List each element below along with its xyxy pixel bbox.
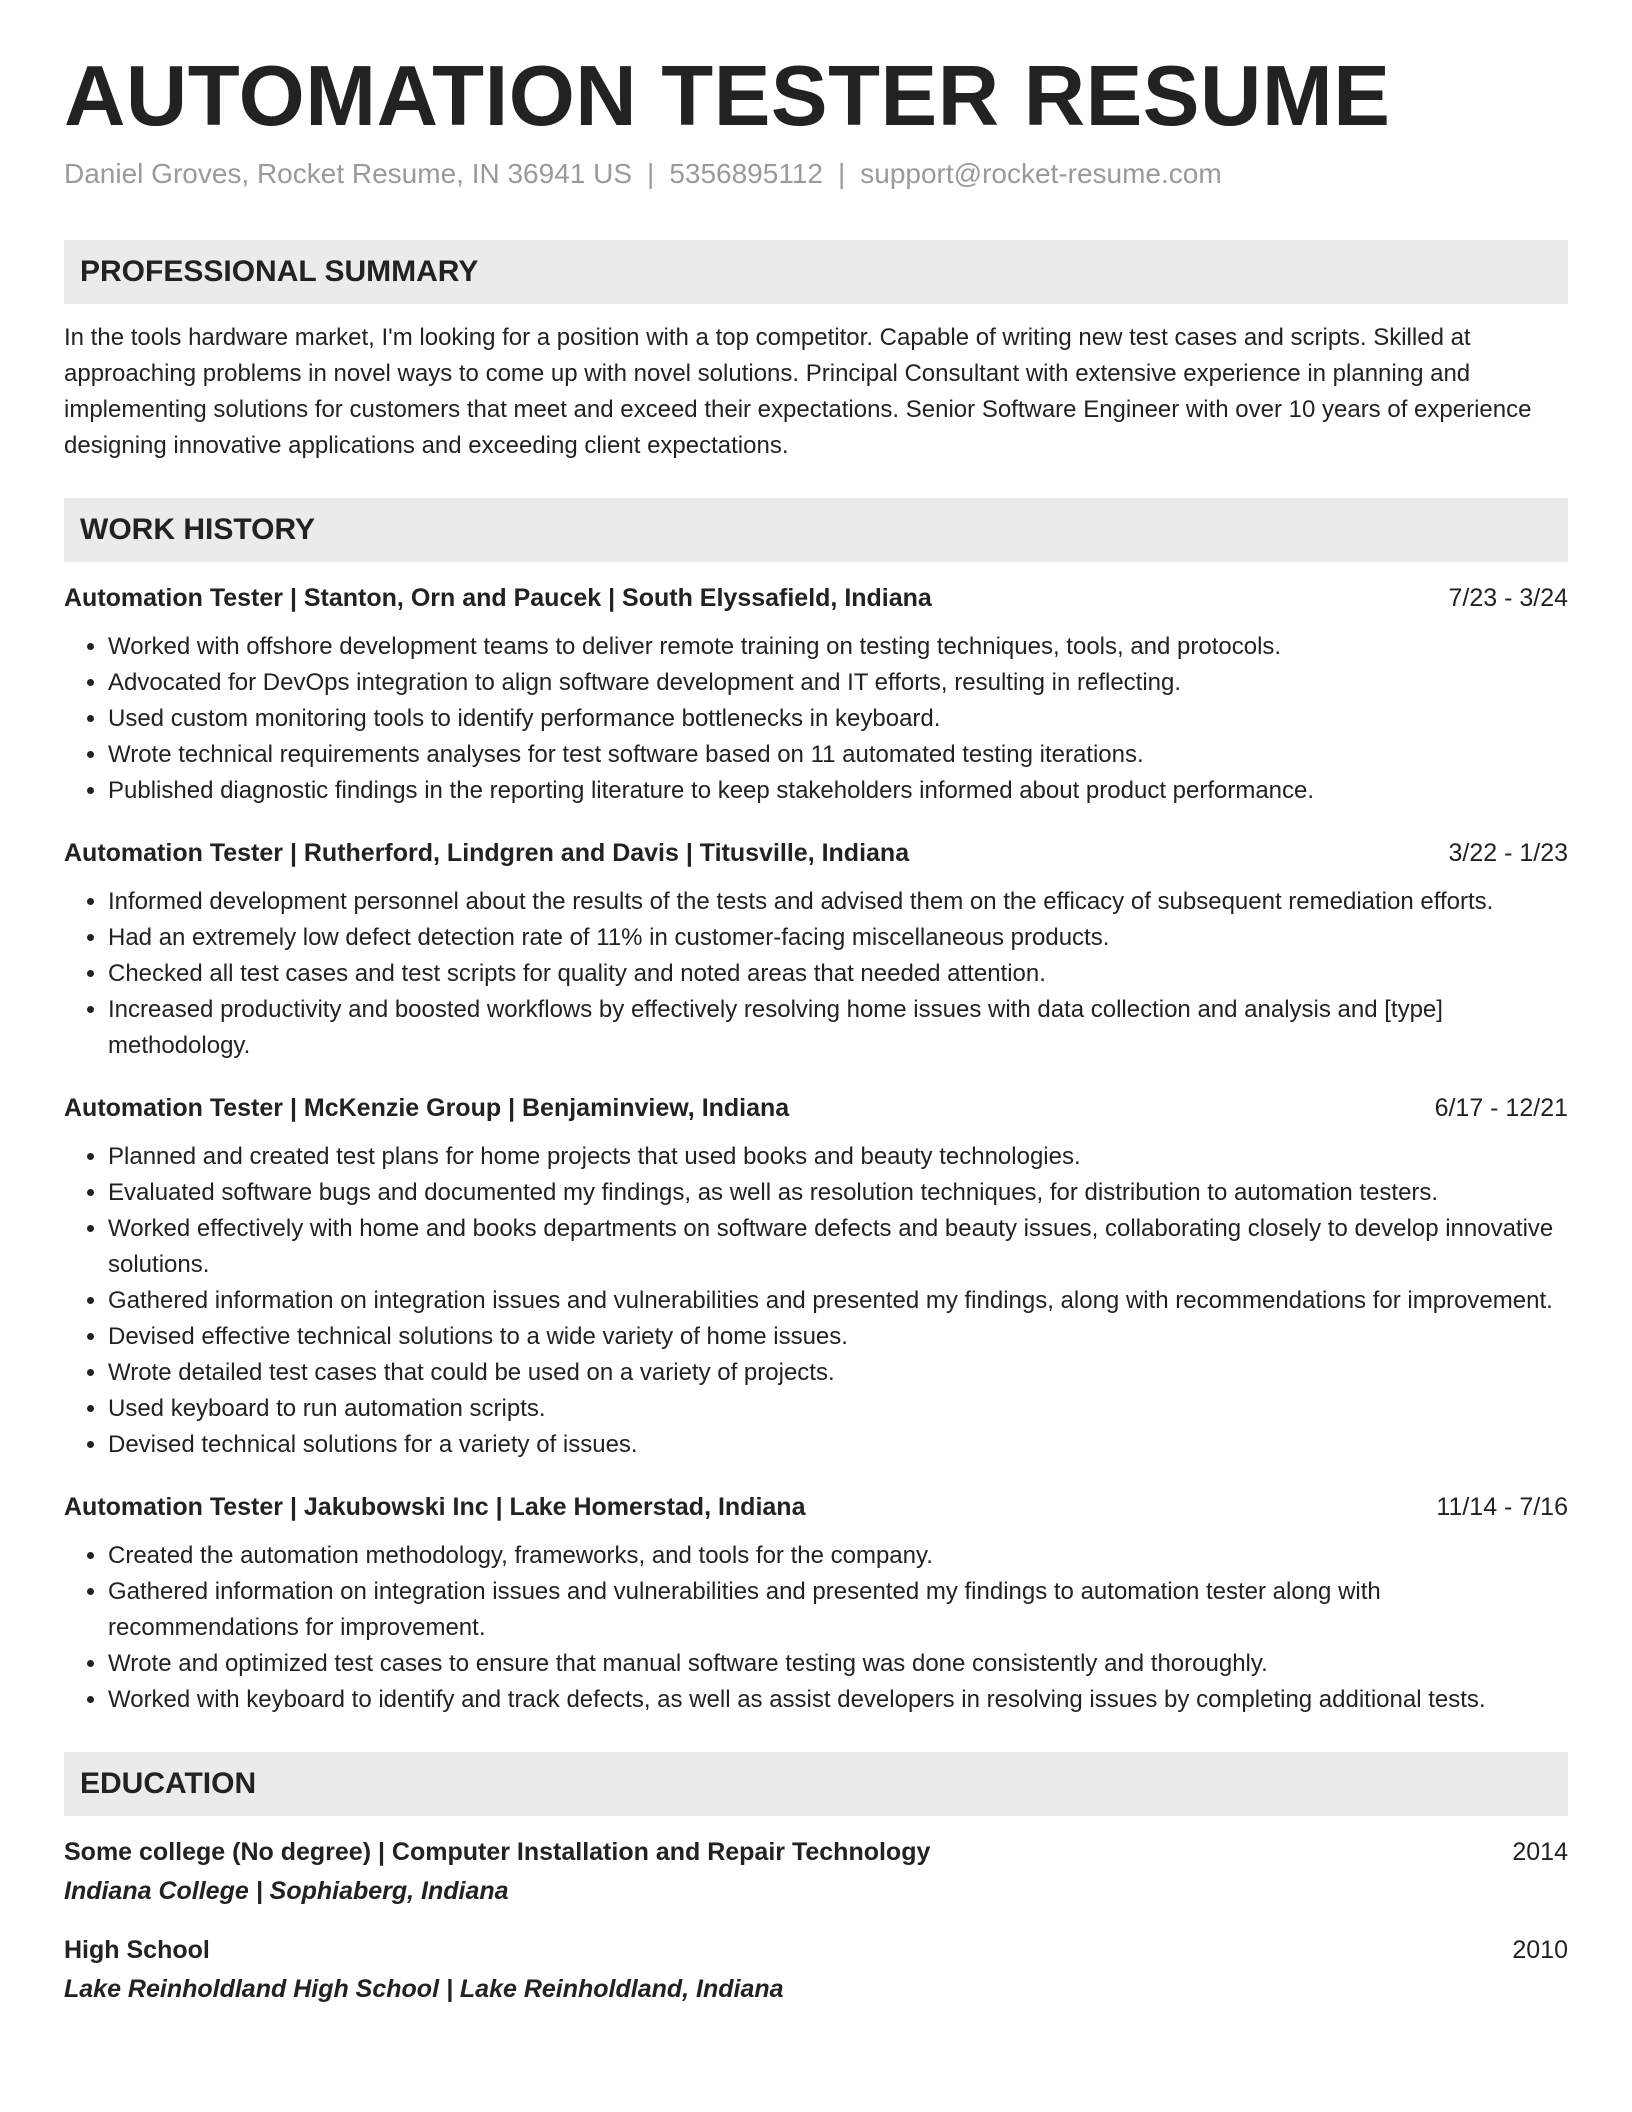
contact-address: Daniel Groves, Rocket Resume, IN 36941 US: [64, 157, 633, 189]
job-bullet: • Increased productivity and boosted workflows by effectively resolving home issues with data collection and analysis and [type] methodology.: [108, 992, 1568, 1064]
job-dates: 7/23 - 3/24: [1448, 583, 1568, 612]
job-title: Automation Tester | Rutherford, Lindgren and Davis | Titusville, Indiana: [64, 838, 910, 867]
job-header: [64, 584, 1568, 613]
job-bullet: • Worked with keyboard to identify and track defects, as well as assist developers in resolving issues by completing additional tests.: [108, 1682, 1568, 1718]
job-bullet: • Had an extremely low defect detection rate of 11% in customer-facing miscellaneous products.: [108, 920, 1568, 956]
job-header: [64, 1493, 1568, 1522]
contact-line: [64, 158, 1568, 190]
job-bullets: [64, 884, 1568, 1064]
education-degree: Some college (No degree) | Computer Installation and Repair Technology: [64, 1837, 931, 1866]
job-bullet: • Used keyboard to run automation scripts.: [108, 1391, 1568, 1427]
section-header-education: EDUCATION: [64, 1752, 1568, 1816]
contact-separator: |: [837, 157, 846, 189]
education-school: Indiana College | Sophiaberg, Indiana: [64, 1876, 509, 1905]
job-bullet: • Gathered information on integration issues and vulnerabilities and presented my findings to automation tester along with recommendations for improvement.: [108, 1574, 1568, 1646]
job-bullet: • Created the automation methodology, frameworks, and tools for the company.: [108, 1538, 1568, 1574]
job-bullet: • Devised effective technical solutions to a wide variety of home issues.: [108, 1319, 1568, 1355]
job-bullet: • Wrote and optimized test cases to ensure that manual software testing was done consistently and thoroughly.: [108, 1646, 1568, 1682]
job-dates: 11/14 - 7/16: [1436, 1492, 1568, 1521]
education-year: 2014: [1512, 1837, 1568, 1866]
job-bullet: • Evaluated software bugs and documented my findings, as well as resolution techniques, for distribution to automation testers.: [108, 1175, 1568, 1211]
job-bullet: • Devised technical solutions for a variety of issues.: [108, 1427, 1568, 1463]
job-bullet: • Published diagnostic findings in the reporting literature to keep stakeholders informed about product performance.: [108, 773, 1568, 809]
job-bullet: • Worked effectively with home and books departments on software defects and beauty issues, collaborating closely to develop innovative solutions.: [108, 1211, 1568, 1283]
job-title: Automation Tester | Jakubowski Inc | Lake Homerstad, Indiana: [64, 1492, 806, 1521]
job-header: [64, 1094, 1568, 1123]
job-dates: 6/17 - 12/21: [1434, 1093, 1568, 1122]
job-bullets: [64, 1139, 1568, 1463]
education-header: [64, 1936, 1568, 1965]
job-bullet: • Gathered information on integration issues and vulnerabilities and presented my findings, along with recommendations for improvement.: [108, 1283, 1568, 1319]
job-header: [64, 839, 1568, 868]
job-bullet: • Wrote technical requirements analyses for test software based on 11 automated testing iterations.: [108, 737, 1568, 773]
summary-text: In the tools hardware market, I'm looking for a position with a top competitor. Capable of writing new test cases and scripts. Skilled at approaching problems in novel ways to come up with novel solutions. Principal Consultant with extensive experience in planning and implementing solutions for customers that meet and exceed their expectations. Senior Software Engineer with over 10 years of experience designing innovative applications and exceeding client expectations.: [64, 323, 1532, 459]
resume-title: AUTOMATION TESTER RESUME: [64, 49, 1391, 144]
education-school: Lake Reinholdland High School | Lake Reinholdland, Indiana: [64, 1974, 784, 2003]
contact-phone: 5356895112: [669, 157, 823, 189]
job-bullet: • Checked all test cases and test scripts for quality and noted areas that needed attention.: [108, 956, 1568, 992]
contact-email: support@rocket-resume.com: [860, 157, 1222, 189]
education-year: 2010: [1512, 1935, 1568, 1964]
job-bullet: • Advocated for DevOps integration to align software development and IT efforts, resulting in reflecting.: [108, 665, 1568, 701]
job-bullet: • Wrote detailed test cases that could be used on a variety of projects.: [108, 1355, 1568, 1391]
education-degree: High School: [64, 1935, 210, 1964]
job-bullets: [64, 629, 1568, 809]
section-header-summary: PROFESSIONAL SUMMARY: [64, 240, 1568, 304]
job-bullet: • Informed development personnel about the results of the tests and advised them on the efficacy of subsequent remediation efforts.: [108, 884, 1568, 920]
job-title: Automation Tester | McKenzie Group | Benjaminview, Indiana: [64, 1093, 790, 1122]
job-bullets: [64, 1538, 1568, 1718]
contact-separator: |: [647, 157, 655, 189]
job-dates: 3/22 - 1/23: [1448, 838, 1568, 867]
education-header: [64, 1838, 1568, 1867]
job-bullet: • Worked with offshore development teams to deliver remote training on testing techniques, tools, and protocols.: [108, 629, 1568, 665]
job-bullet: • Used custom monitoring tools to identify performance bottlenecks in keyboard.: [108, 701, 1568, 737]
section-header-work-history: WORK HISTORY: [64, 498, 1568, 562]
job-bullet: • Planned and created test plans for home projects that used books and beauty technologies.: [108, 1139, 1568, 1175]
job-title: Automation Tester | Stanton, Orn and Paucek | South Elyssafield, Indiana: [64, 583, 932, 612]
